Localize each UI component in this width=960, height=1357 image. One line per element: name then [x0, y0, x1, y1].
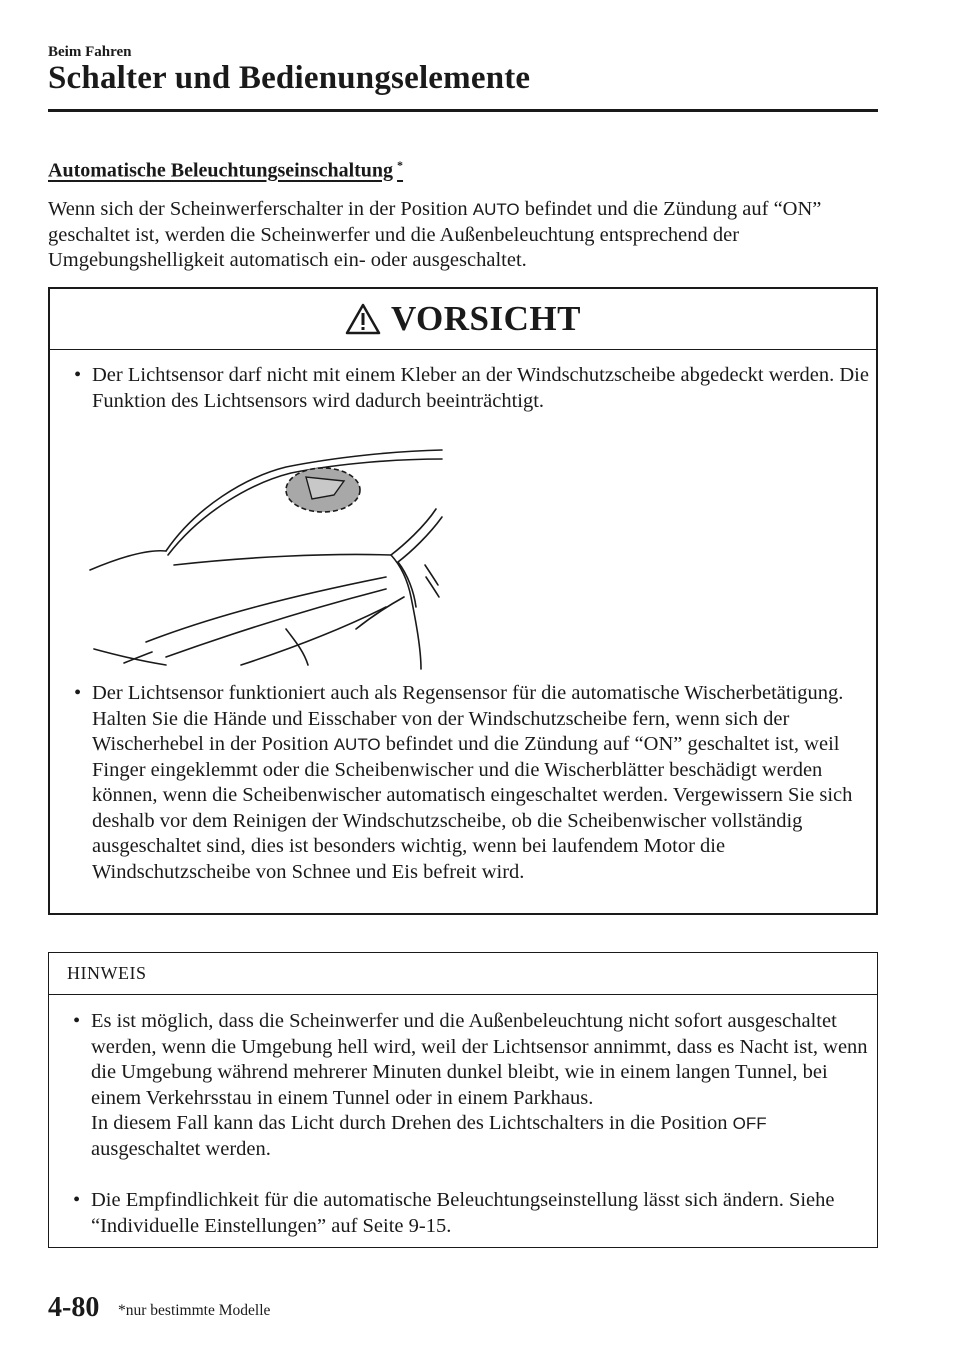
position-off-label: OFF	[732, 1114, 767, 1133]
caution-item-2-text-2: befindet und die Zündung auf “ON” geschaltet ist, weil Finger eingeklemmt oder die Scheibenwischer und die Wischerblätter beschädigt werden können, wenn die Scheibenwischer automatisch eingeschaltet werden. Vergewissern Sie sich deshalb vor dem Reinigen der Windschutzscheibe, ob die Scheibenwischer vollständig ausgeschaltet sind, dies ist besonders wichtig, wenn bei laufendem Motor die Windschutzscheibe von Schnee und Eis befreit wird.	[92, 733, 853, 883]
caution-box	[48, 287, 878, 915]
caution-item-2-text-1: Der Lichtsensor funktioniert auch als Regensensor für die automatische Wischerbetätigung. Halten Sie die Hände und Eisschaber von der Windschutzscheibe fern, wenn sich der Wischerhebel in der Position	[92, 682, 844, 755]
page-number: 4-80	[48, 1292, 100, 1323]
note-box	[48, 952, 878, 1248]
subheading-text: Automatische Beleuchtungseinschaltung	[48, 159, 394, 182]
bullet-dot: •	[73, 1189, 81, 1211]
footnote-marker: *	[397, 158, 404, 172]
note-item-1-text-2: In diesem Fall kann das Licht durch Drehen des Lichtschalters in die Position	[91, 1112, 733, 1134]
caution-title: VORSICHT	[390, 299, 581, 338]
intro-text-1: Wenn sich der Scheinwerferschalter in der Position	[48, 198, 473, 220]
intro-paragraph	[48, 197, 878, 274]
chapter-title: Schalter und Bedienungselemente	[48, 60, 531, 96]
note-title: HINWEIS	[67, 963, 147, 983]
header-rule	[48, 109, 878, 112]
note-item-2	[73, 1188, 881, 1239]
subheading	[48, 158, 403, 183]
note-item-1	[73, 1009, 881, 1162]
section-label: Beim Fahren	[48, 44, 132, 60]
bullet-dot: •	[73, 1010, 81, 1032]
caution-item-1	[74, 363, 882, 414]
light-sensor-illustration	[86, 437, 446, 672]
position-auto-label: AUTO	[472, 200, 520, 219]
note-header	[49, 953, 877, 995]
note-item-1-text-3: ausgeschaltet werden.	[91, 1137, 271, 1160]
intro-text-2: befindet und die Zündung auf “ON” geschaltet ist, werden die Scheinwerfer und die Außenbeleuchtung entsprechend der Umgebungshelligkeit automatisch ein- oder ausgeschaltet.	[48, 198, 822, 271]
bullet-dot: •	[74, 364, 82, 386]
caution-item-1-text: Der Lichtsensor darf nicht mit einem Kleber an der Windschutzscheibe abgedeckt werden. Die Funktion des Lichtsensors wird dadurch beeinträchtigt.	[92, 364, 869, 412]
note-item-1-text-1: Es ist möglich, dass die Scheinwerfer und die Außenbeleuchtung nicht sofort ausgeschaltet werden, wenn die Umgebung hell wird, weil der Lichtsensor annimmt, dass es Nacht ist, wenn die Umgebung während mehrerer Minuten dunkel bleibt, wie in einem langen Tunnel, bei einem Verkehrsstau in einem Tunnel oder in einem Parkhaus.	[91, 1010, 868, 1109]
footnote: *nur bestimmte Modelle	[118, 1302, 271, 1319]
bullet-dot: •	[74, 682, 82, 704]
position-auto-label: AUTO	[333, 735, 381, 754]
warning-triangle-icon	[345, 303, 381, 335]
caution-item-2	[74, 681, 882, 885]
note-item-2-text: Die Empfindlichkeit für die automatische Beleuchtungseinstellung lässt sich ändern. Siehe “Individuelle Einstellungen” auf Seite 9-15.	[91, 1189, 835, 1237]
caution-header	[50, 289, 876, 350]
